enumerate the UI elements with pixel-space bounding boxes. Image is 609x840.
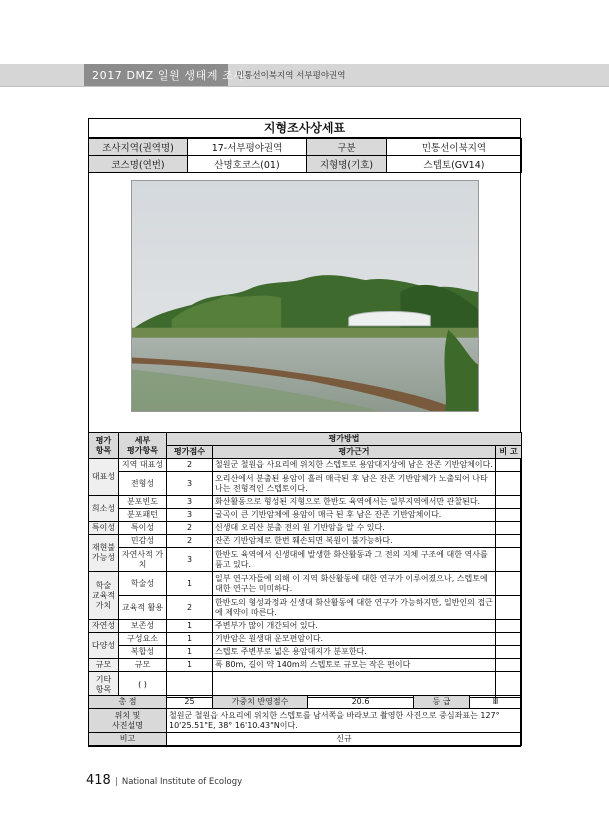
score-cell: 2 <box>167 522 213 535</box>
note-cell <box>496 509 522 522</box>
detail-cell: 복합성 <box>119 646 167 659</box>
location-label: 위치 및 사진설명 <box>89 709 167 733</box>
category-cell: 특이성 <box>89 522 119 535</box>
detail-cell: 자연사적 가치 <box>119 548 167 572</box>
category-cell: 대표성 <box>89 459 119 496</box>
course-value: 산명호코스(01) <box>188 156 307 173</box>
detail-cell: 구성요소 <box>119 633 167 646</box>
greenhouse <box>349 312 431 326</box>
header-note: 비 고 <box>496 446 522 459</box>
score-cell: 2 <box>167 535 213 548</box>
score-cell: 1 <box>167 572 213 596</box>
header-divider <box>0 86 609 87</box>
detail-cell: ( ) <box>119 672 167 698</box>
detail-cell: 지역 대표성 <box>119 459 167 472</box>
basis-cell: 잔존 기반암체로 한번 훼손되면 복원이 불가능하다. <box>213 535 496 548</box>
basis-cell: 신생대 오리산 분출 전의 원 기반암을 알 수 있다. <box>213 522 496 535</box>
basis-cell: 폭 80m, 길이 약 140m의 스텝토로 규모는 작은 편이다 <box>213 659 496 672</box>
grade-value: Ⅲ <box>470 696 522 709</box>
note-cell <box>496 459 522 472</box>
form-title: 지형조사상세표 <box>88 118 521 138</box>
detail-cell: 특이성 <box>119 522 167 535</box>
evaluation-table <box>88 432 522 698</box>
division-value: 민통선이북지역 <box>387 139 522 156</box>
detail-cell: 전형성 <box>119 472 167 496</box>
note-cell <box>496 572 522 596</box>
note-cell <box>496 496 522 509</box>
score-cell: 2 <box>167 459 213 472</box>
landform-label: 지형명(기호) <box>307 156 387 173</box>
score-cell: 2 <box>167 596 213 620</box>
score-cell: 3 <box>167 509 213 522</box>
score-cell: 3 <box>167 496 213 509</box>
grade-label: 등 급 <box>414 696 470 709</box>
category-cell: 학술 교육적 가치 <box>89 572 119 620</box>
basis-cell: 오리산에서 분출된 용암이 흘러 매극된 후 남은 잔존 기반암체가 노출되어 나타나는 전형적인 스텝토이다. <box>213 472 496 496</box>
note-cell <box>496 620 522 633</box>
score-cell: 1 <box>167 620 213 633</box>
basis-cell: 화산활동으로 형성된 지형으로 한반도 육역에서는 일부지역에서만 관찰된다. <box>213 496 496 509</box>
detail-cell: 보존성 <box>119 620 167 633</box>
landform-value: 스텝토(GV14) <box>387 156 522 173</box>
note-cell <box>496 596 522 620</box>
note-cell <box>496 633 522 646</box>
basis-cell: 주변부가 많이 개간되어 있다. <box>213 620 496 633</box>
basis-cell: 철원군 철원읍 사요리에 위치한 스텝토로 용암대지상에 남은 잔존 기반암체이다. <box>213 459 496 472</box>
weighted-label: 가중치 반영점수 <box>213 696 308 709</box>
category-cell: 재현불가능성 <box>89 535 119 572</box>
category-cell: 자연성 <box>89 620 119 633</box>
detail-cell: 학술성 <box>119 572 167 596</box>
basis-cell: 스텝토 주변부로 넓은 용암대지가 분포한다. <box>213 646 496 659</box>
category-cell: 희소성 <box>89 496 119 522</box>
category-cell: 기타 항목 <box>89 672 119 698</box>
survey-area-value: 17-서부평야권역 <box>188 139 307 156</box>
remark-value: 신규 <box>167 733 522 746</box>
note-cell <box>496 646 522 659</box>
note-cell <box>496 472 522 496</box>
category-cell: 다양성 <box>89 633 119 659</box>
weighted-value: 20.6 <box>308 696 414 709</box>
header-item: 평가 항목 <box>89 433 119 459</box>
header-method: 평가방법 <box>167 433 522 446</box>
page-footer <box>86 773 242 788</box>
info-table <box>88 138 522 173</box>
site-photo <box>131 180 479 412</box>
basis-cell: 굴곡이 큰 기반암체에 용암이 매극 된 후 남은 잔존 기반암체이다. <box>213 509 496 522</box>
detail-cell: 민감성 <box>119 535 167 548</box>
score-cell: 3 <box>167 548 213 572</box>
note-cell <box>496 522 522 535</box>
score-cell <box>167 672 213 698</box>
total-value: 25 <box>167 696 213 709</box>
score-cell: 3 <box>167 472 213 496</box>
score-cell: 1 <box>167 633 213 646</box>
category-cell: 규모 <box>89 659 119 672</box>
note-cell <box>496 548 522 572</box>
basis-cell <box>213 672 496 698</box>
remark-label: 비고 <box>89 733 167 746</box>
location-text: 철원군 철원읍 사요리에 위치한 스텝토를 남서쪽을 바라보고 촬영한 사진으로 중심좌표는 127° 10'25.51"E, 38° 16'10.43"N이다. <box>167 709 522 733</box>
detail-cell: 교육적 활용 <box>119 596 167 620</box>
detail-cell: 분포패턴 <box>119 509 167 522</box>
header-basis: 평가근거 <box>213 446 496 459</box>
score-cell: 1 <box>167 659 213 672</box>
note-cell <box>496 535 522 548</box>
footer-separator: | <box>114 777 118 787</box>
summary-table <box>88 695 522 746</box>
institute-name: National Institute of Ecology <box>121 777 243 787</box>
report-title: 2017 DMZ 일원 생태계 조사 <box>92 69 245 82</box>
note-cell <box>496 659 522 672</box>
total-label: 총 점 <box>89 696 167 709</box>
basis-cell: 한반도의 형성과정과 신생대 화산활동에 대한 연구가 가능하지만, 일반인의 접근에 제약이 따른다. <box>213 596 496 620</box>
note-cell <box>496 672 522 698</box>
header-detail: 세부 평가항목 <box>119 433 167 459</box>
division-label: 구분 <box>307 139 387 156</box>
detail-cell: 규모 <box>119 659 167 672</box>
score-cell: 1 <box>167 646 213 659</box>
survey-area-label: 조사지역(권역명) <box>89 139 188 156</box>
basis-cell: 한반도 육역에서 신생대에 발생한 화산활동과 그 전의 지체 구조에 대한 역사를 품고 있다. <box>213 548 496 572</box>
detail-cell: 분포빈도 <box>119 496 167 509</box>
report-subtitle: 민통선이북지역 서부평야권역 <box>236 71 346 81</box>
page-number: 418 <box>86 773 111 788</box>
basis-cell: 기반암은 원생대 운모편암이다. <box>213 633 496 646</box>
basis-cell: 일부 연구자들에 의해 이 지역 화산활동에 대한 연구가 이루어졌으나, 스텝토에 대한 연구는 미미하다. <box>213 572 496 596</box>
course-label: 코스명(연번) <box>89 156 188 173</box>
header-score: 평가점수 <box>167 446 213 459</box>
